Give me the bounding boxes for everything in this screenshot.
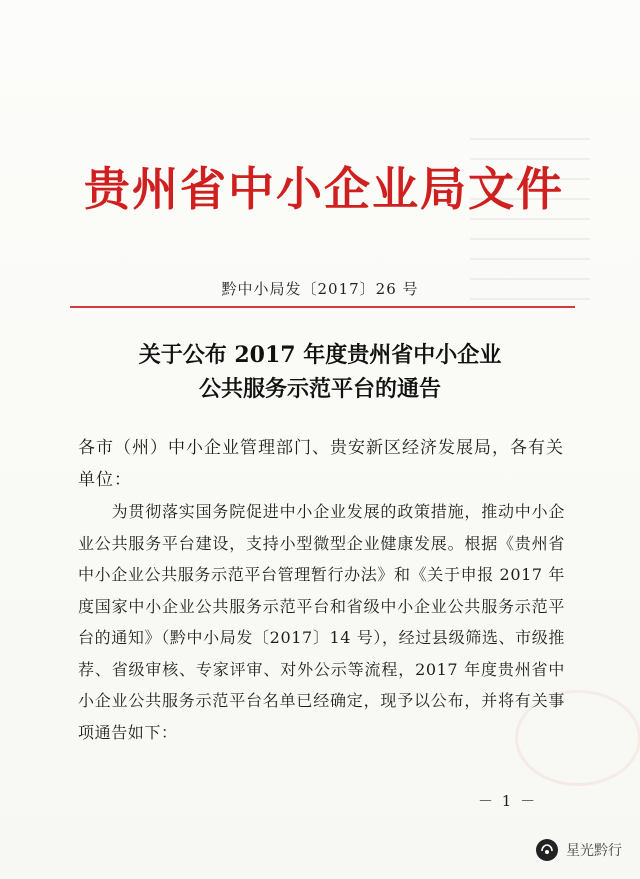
notice-title-line-2: 公共服务示范平台的通告 [198, 376, 441, 402]
addressee: 各市（州）中小企业管理部门、贵安新区经济发展局，各有关单位： [78, 438, 564, 490]
document-header-title: 贵州省中小企业局文件 [84, 162, 564, 216]
notice-title-line-1: 关于公布 2017 年度贵州省中小企业 [138, 342, 502, 368]
watermark-text: 星光黔行 [566, 843, 622, 859]
wechat-channel-icon [536, 839, 558, 861]
notice-title [0, 338, 640, 406]
page-number: － 1 － [478, 792, 538, 810]
watermark [536, 839, 622, 861]
document-number: 黔中小局发〔2017〕26 号 [221, 280, 419, 298]
body-paragraph: 为贯彻落实国务院促进中小企业发展的政策措施，推动中小企业公共服务平台建设，支持小型微型企业健康发展。根据《贵州省中小企业公共服务示范平台管理暂行办法》和《关于申报 2017 年度国家中小企业公共服务示范平台和省级中小企业公共服务示范平台的通知》（黔中小局发〔2017〕14 号），经过县级筛选、市级推荐、省级审核、专家评审、对外公示等流程，2017 年度贵州省中小企业公共服务示范平台名单已经确定，现予以公布，并将有关事项通告如下： [78, 502, 565, 742]
red-divider-line [70, 306, 575, 308]
